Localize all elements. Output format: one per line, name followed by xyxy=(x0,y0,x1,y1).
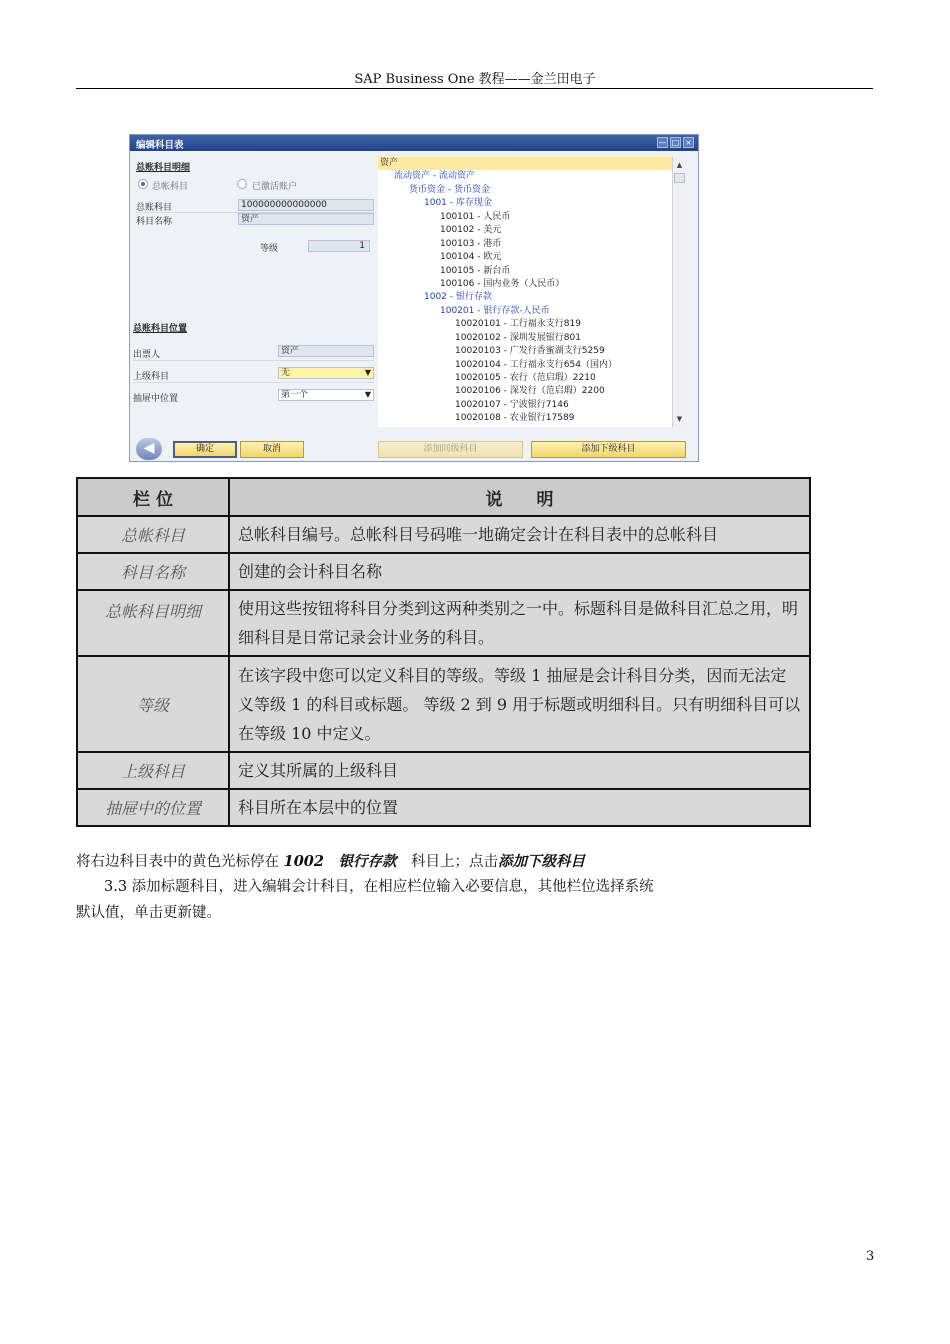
table-row xyxy=(77,553,810,590)
tree-item[interactable]: 100105 - 新台币 xyxy=(440,266,511,276)
instruction-text: 将右边科目表中的黄色光标停在 xyxy=(76,854,279,870)
close-icon[interactable]: × xyxy=(683,137,694,148)
scroll-down-icon[interactable]: ▼ xyxy=(676,415,683,423)
active-account-radio-label: 已激活账户 xyxy=(252,182,298,192)
gl-account-label: 总账科目 xyxy=(136,203,173,213)
dropdown-arrow-icon: ▼ xyxy=(364,390,371,399)
level-field[interactable]: 1 xyxy=(308,240,370,252)
account-tree xyxy=(378,157,672,427)
parent-account-value: 无 xyxy=(281,368,291,378)
table-row xyxy=(77,590,810,656)
tree-item[interactable]: 10020104 - 工行福永支行654（国内） xyxy=(455,360,617,370)
tree-item[interactable]: 10020101 - 工行福永支行819 xyxy=(455,319,581,329)
position-in-drawer-value: 第一个 xyxy=(281,390,309,400)
field-description-table xyxy=(76,477,811,827)
table-cell-field: 总帐科目 xyxy=(77,516,229,553)
instruction-text: 科目上；点击 xyxy=(396,854,498,870)
tree-item[interactable]: 10020106 - 深发行（范启瑕）2200 xyxy=(455,386,605,396)
tree-item[interactable]: 100106 - 国内业务（人民币） xyxy=(440,279,565,289)
instruction-button-name: 添加下级科目 xyxy=(497,853,585,870)
table-row xyxy=(77,516,810,553)
back-arrow-icon[interactable]: ◀ xyxy=(136,438,162,460)
tree-item[interactable]: 100103 - 港币 xyxy=(440,239,502,249)
tree-item[interactable]: 流动资产 - 流动资产 xyxy=(394,171,475,181)
table-cell-description: 定义其所属的上级科目 xyxy=(229,752,810,789)
tree-item[interactable]: 1002 - 银行存款 xyxy=(424,292,492,302)
cancel-button[interactable]: 取消 xyxy=(240,441,304,458)
position-section-title: 总账科目位置 xyxy=(133,324,188,334)
active-account-radio[interactable] xyxy=(237,179,247,189)
divider xyxy=(133,382,374,383)
tree-item[interactable]: 100201 - 银行存款-人民币 xyxy=(440,306,550,316)
title-account-radio[interactable] xyxy=(138,179,148,189)
table-cell-field: 科目名称 xyxy=(77,553,229,590)
parent-account-select[interactable] xyxy=(278,367,374,379)
tree-item[interactable]: 10020103 - 广发行香蜜湖支行5259 xyxy=(455,346,605,356)
dropdown-arrow-icon: ▼ xyxy=(364,368,371,377)
add-same-level-account-button[interactable]: 添加同级科目 xyxy=(378,441,523,458)
page-number: 3 xyxy=(866,1249,875,1264)
instruction-account-name: 1002 银行存款 xyxy=(283,853,397,870)
column-header-field: 栏 位 xyxy=(77,478,229,516)
tree-item[interactable]: 1001 - 库存现金 xyxy=(424,198,492,208)
tree-item[interactable]: 100102 - 美元 xyxy=(440,225,502,235)
table-header-row xyxy=(77,478,810,516)
table-cell-field: 上级科目 xyxy=(77,752,229,789)
table-cell-description: 在该字段中您可以定义科目的等级。等级 1 抽屉是会计科目分类，因而无法定义等级 1 的科目或标题。 等级 2 到 9 用于标题或明细科目。只有明细科目可以在等级 10 中定义。 xyxy=(229,656,810,752)
header-rule xyxy=(76,88,873,89)
position-in-drawer-label: 抽屉中位置 xyxy=(133,394,179,404)
minimize-icon[interactable]: — xyxy=(658,138,667,147)
edit-chart-of-accounts-window xyxy=(129,134,699,462)
title-account-radio-label: 总帐科目 xyxy=(152,182,189,192)
window-titlebar xyxy=(130,135,698,151)
tree-item[interactable]: 10020105 - 农行（范启瑕）2210 xyxy=(455,373,596,383)
window-title: 编辑科目表 xyxy=(136,140,184,151)
tree-item[interactable]: 10020107 - 宁波银行7146 xyxy=(455,400,569,410)
ok-button[interactable]: 确定 xyxy=(173,441,237,458)
drawer-field[interactable]: 资产 xyxy=(278,345,374,357)
tree-item[interactable]: 10020102 - 深圳发展银行801 xyxy=(455,333,581,343)
scroll-thumb[interactable] xyxy=(674,173,685,183)
page-header: SAP Business One 教程——金兰田电子 xyxy=(354,72,596,87)
add-child-account-button[interactable]: 添加下级科目 xyxy=(531,441,686,458)
table-row xyxy=(77,752,810,789)
account-name-field[interactable]: 资产 xyxy=(238,213,374,225)
divider xyxy=(133,360,374,361)
tree-item[interactable]: 100104 - 欧元 xyxy=(440,252,502,262)
table-cell-description: 总帐科目编号。总帐科目号码唯一地确定会计在科目表中的总帐科目 xyxy=(229,516,810,553)
step-paragraph-continued: 默认值，单击更新键。 xyxy=(76,905,221,921)
table-cell-description: 使用这些按钮将科目分类到这两种类别之一中。标题科目是做科目汇总之用，明细科目是日常记录会计业务的科目。 xyxy=(229,590,810,656)
instruction-paragraph xyxy=(76,850,585,871)
tree-item[interactable]: 100101 - 人民币 xyxy=(440,212,511,222)
table-cell-field: 总帐科目明细 xyxy=(77,590,229,656)
table-cell-field: 抽屉中的位置 xyxy=(77,789,229,826)
table-row xyxy=(77,789,810,826)
drawer-label: 出票人 xyxy=(133,350,161,360)
tree-item[interactable]: 货币资金 - 货币资金 xyxy=(409,185,490,195)
table-row xyxy=(77,656,810,752)
scroll-up-icon[interactable]: ▲ xyxy=(676,161,683,169)
tree-item[interactable]: 10020108 - 农业银行17589 xyxy=(455,413,575,423)
table-cell-description: 科目所在本层中的位置 xyxy=(229,789,810,826)
detail-section-title: 总账科目明细 xyxy=(136,163,191,173)
account-name-label: 科目名称 xyxy=(136,217,173,227)
parent-account-label: 上级科目 xyxy=(133,372,170,382)
position-in-drawer-select[interactable] xyxy=(278,389,374,401)
tree-scrollbar[interactable] xyxy=(672,157,686,427)
tree-item[interactable]: 资产 xyxy=(378,157,672,170)
step-paragraph: 3.3 添加标题科目，进入编辑会计科目，在相应栏位输入必要信息，其他栏位选择系统 xyxy=(104,879,654,895)
gl-account-field[interactable]: 100000000000000 xyxy=(238,199,374,211)
table-cell-description: 创建的会计科目名称 xyxy=(229,553,810,590)
table-cell-field: 等级 xyxy=(77,656,229,752)
column-header-description: 说 明 xyxy=(229,478,810,516)
maximize-icon[interactable]: □ xyxy=(671,138,680,147)
level-label: 等级 xyxy=(260,244,279,254)
